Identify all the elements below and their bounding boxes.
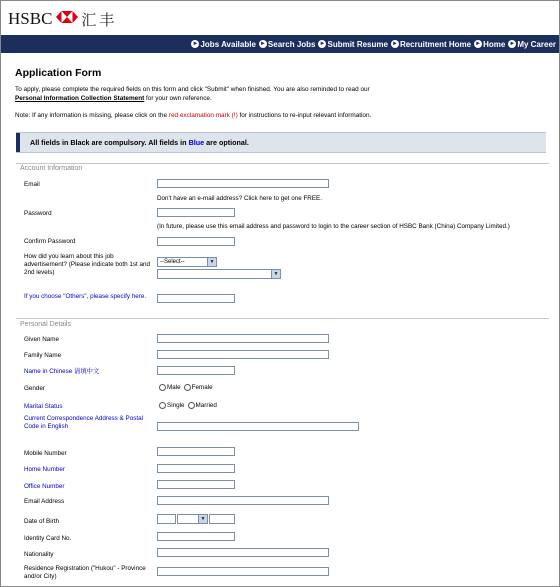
email-address-input[interactable] <box>157 496 329 505</box>
mobile-input[interactable] <box>157 447 235 456</box>
gender-male-option[interactable]: Male <box>159 384 181 391</box>
chevron-down-icon: ▼ <box>207 258 216 266</box>
password-input[interactable] <box>157 208 235 217</box>
chinese-name-label: Name in Chinese 请填中文 <box>24 368 100 375</box>
intro-text: To apply, please complete the required fields on this form and click "Submit" when finished. You are also reminded to read our Personal Information Collection Statement for your own reference. <box>15 86 370 102</box>
brand-chinese: 汇丰 <box>81 11 118 29</box>
password-hint: (In future, please use this email address and password to login to the career section of HSBC Bank (China) Company Limited.) <box>157 223 510 230</box>
email-hint: Don't have an e-mail address? Click here to get one FREE. <box>157 195 323 202</box>
chevron-down-icon: ▼ <box>198 515 207 523</box>
home-number-label: Home Number <box>24 466 65 473</box>
marital-single-option[interactable]: Single <box>159 402 185 409</box>
family-name-label: Family Name <box>24 352 62 359</box>
arrow-circle-icon: ► <box>509 41 516 47</box>
id-card-label: Identity Card No. <box>24 535 72 542</box>
office-number-label: Office Number <box>24 483 65 490</box>
given-name-input[interactable] <box>157 334 329 343</box>
section-personal-heading: Personal Details <box>20 321 71 328</box>
red-mark-text: red exclamation mark (!) <box>168 112 238 119</box>
confirm-password-input[interactable] <box>157 237 235 246</box>
nav-my-career[interactable]: ► My Career <box>509 39 556 49</box>
top-nav <box>1 35 559 53</box>
nationality-input[interactable] <box>157 548 329 557</box>
given-name-label: Given Name <box>24 336 59 343</box>
office-number-input[interactable] <box>157 480 235 489</box>
missing-info-note: Note: If any information is missing, please click on the red exclamation mark (!) for instructions to re-input relevant information. <box>15 112 372 119</box>
others-label: If you choose "Others", please specify here. <box>24 293 147 300</box>
dob-year-select[interactable] <box>209 514 235 524</box>
radio-female[interactable] <box>184 384 191 391</box>
home-number-input[interactable] <box>157 464 235 473</box>
password-label: Password <box>24 210 52 217</box>
gender-radio-group <box>159 384 216 391</box>
email-label: Email <box>24 181 40 188</box>
how-learn-label: How did you learn about this job advertisement? (Please indicate both 1st and 2nd levels) <box>24 253 151 276</box>
residence-label: Residence Registration ("Hukou" - Province and/or City) <box>24 565 146 580</box>
arrow-circle-icon: ► <box>319 41 326 47</box>
dob-day-select[interactable] <box>157 514 176 524</box>
gender-female-option[interactable]: Female <box>184 384 213 391</box>
confirm-password-label: Confirm Password <box>24 238 76 245</box>
arrow-circle-icon: ► <box>391 41 398 47</box>
nav-recruitment-home[interactable]: ► Recruitment Home <box>391 39 472 49</box>
radio-male[interactable] <box>159 384 166 391</box>
nav-jobs-available[interactable]: ► Jobs Available <box>192 39 256 49</box>
chevron-down-icon: ▼ <box>271 270 280 278</box>
source-level1-select[interactable]: --Select-- ▼ <box>157 257 217 267</box>
gender-label: Gender <box>24 385 46 392</box>
family-name-input[interactable] <box>157 350 329 359</box>
pics-link[interactable]: Personal Information Collection Statement <box>15 94 145 102</box>
dob-month-select[interactable] <box>177 514 208 524</box>
residence-input[interactable] <box>157 567 329 576</box>
arrow-circle-icon: ► <box>192 41 199 47</box>
hsbc-logo[interactable] <box>8 9 117 29</box>
chinese-name-input[interactable] <box>157 366 235 375</box>
section-account-heading: Account Information <box>20 165 83 172</box>
source-level2-select[interactable] <box>157 269 281 279</box>
marital-married-option[interactable]: Married <box>188 402 217 409</box>
hexagon-logo-icon <box>56 10 78 28</box>
mobile-label: Mobile Number <box>24 450 67 457</box>
email-address-label: Email Address <box>24 498 65 505</box>
radio-single[interactable] <box>159 402 166 409</box>
nav-submit-resume[interactable]: ► Submit Resume <box>319 39 388 49</box>
marital-radio-group <box>159 402 220 409</box>
marital-status-label: Marital Status <box>24 403 63 410</box>
page-title: Application Form <box>15 67 102 79</box>
others-input[interactable] <box>157 294 235 303</box>
arrow-circle-icon: ► <box>259 41 266 47</box>
address-input[interactable] <box>157 422 359 431</box>
nav-search-jobs[interactable]: ► Search Jobs <box>259 39 316 49</box>
nationality-label: Nationality <box>24 551 54 558</box>
id-card-input[interactable] <box>157 532 235 541</box>
address-label: Current Correspondence Address & Postal Code in English <box>24 415 144 430</box>
dob-label: Date of Birth <box>24 518 59 525</box>
nav-home[interactable]: ► Home <box>475 39 506 49</box>
radio-married[interactable] <box>188 402 195 409</box>
brand-name: HSBC <box>8 9 53 28</box>
field-legend-banner: All fields in Black are compulsory. All fields in Blue are optional. <box>16 132 546 153</box>
email-input[interactable] <box>157 179 329 188</box>
arrow-circle-icon: ► <box>475 41 482 47</box>
